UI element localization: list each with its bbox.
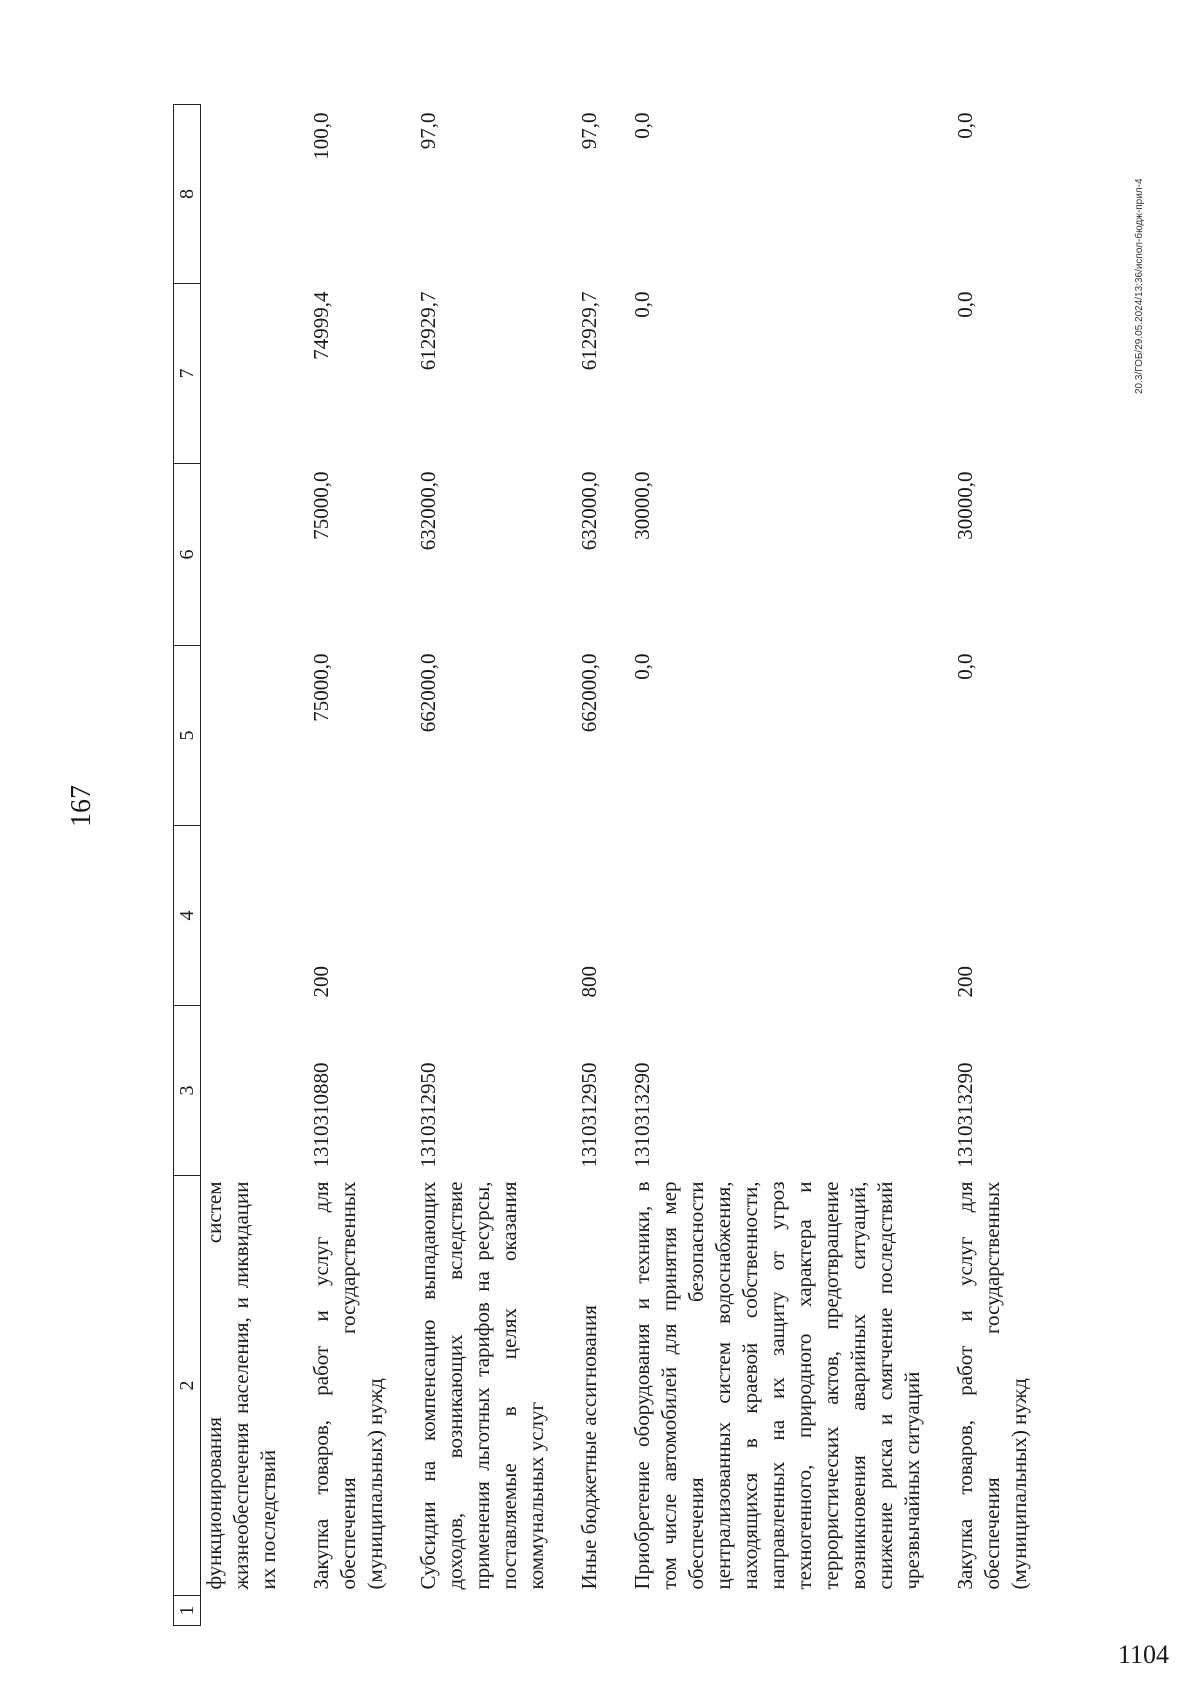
cell-type: 200	[953, 966, 977, 998]
header-col-7: 7	[174, 284, 201, 464]
sheet-number: 1104	[1118, 1640, 1170, 1669]
cell-planned	[201, 646, 309, 826]
cell-percent: 100,0	[309, 112, 333, 160]
cell-planned: 0,0	[953, 653, 977, 680]
cell-executed: 612929,7	[416, 291, 440, 371]
cell-num	[629, 1596, 952, 1626]
cell-adjusted: 30000,0	[630, 471, 654, 540]
cell-num	[952, 1596, 1059, 1626]
cell-percent	[201, 105, 309, 284]
header-col-4: 4	[174, 826, 201, 1006]
header-row	[174, 105, 201, 1626]
cell-planned: 0,0	[630, 653, 654, 680]
cell-description: Закупка товаров, работ и услуг для обеспечения государственных (муниципальных) нужд	[309, 1181, 387, 1590]
cell-code: 1310313290	[630, 1062, 654, 1168]
cell-description: функционирования систем жизнеобеспечения населения, и ликвидации их последствий	[202, 1181, 280, 1590]
cell-executed: 0,0	[630, 291, 654, 318]
cell-planned: 662000,0	[577, 653, 601, 733]
cell-adjusted: 75000,0	[309, 471, 333, 540]
table-row	[201, 105, 309, 1626]
header-col-6: 6	[174, 464, 201, 646]
table-row	[308, 105, 415, 1626]
cell-type	[201, 826, 309, 1006]
cell-type	[629, 826, 952, 1006]
header-col-3: 3	[174, 1006, 201, 1176]
cell-num	[415, 1596, 576, 1626]
header-col-2: 2	[174, 1176, 201, 1596]
cell-adjusted	[201, 464, 309, 646]
cell-executed: 74999,4	[309, 291, 333, 360]
cell-code: 1310313290	[953, 1062, 977, 1168]
cell-planned: 662000,0	[416, 653, 440, 733]
table-row	[576, 105, 629, 1626]
cell-code	[201, 1006, 309, 1176]
cell-percent: 0,0	[953, 112, 977, 139]
cell-executed	[201, 284, 309, 464]
header-col-8: 8	[174, 105, 201, 284]
cell-adjusted: 30000,0	[953, 471, 977, 540]
cell-percent: 97,0	[416, 112, 440, 150]
cell-num	[201, 1596, 309, 1626]
cell-type: 800	[577, 966, 601, 998]
table-row	[629, 105, 952, 1626]
budget-table-wrapper	[173, 105, 1059, 1626]
cell-description: Субсидии на компенсацию выпадающих доходов, возникающих вследствие применения льготных тарифов на ресурсы, поставляемые в целях оказания коммунальных услуг	[416, 1181, 548, 1590]
cell-type: 200	[309, 966, 333, 998]
cell-num	[576, 1596, 629, 1626]
cell-code: 1310312950	[577, 1062, 601, 1168]
cell-executed: 612929,7	[577, 291, 601, 371]
cell-percent: 0,0	[630, 112, 654, 139]
cell-executed: 0,0	[953, 291, 977, 318]
cell-planned: 75000,0	[309, 653, 333, 722]
cell-adjusted: 632000,0	[416, 471, 440, 551]
page-number: 167	[66, 785, 97, 827]
table-row	[415, 105, 576, 1626]
cell-percent: 97,0	[577, 112, 601, 150]
budget-table	[173, 104, 1059, 1626]
document-code: 20.3/ГОБ/29.05.2024/13:36/испол-бюдж-прил-4	[1134, 178, 1145, 394]
header-col-5: 5	[174, 646, 201, 826]
cell-description: Закупка товаров, работ и услуг для обеспечения государственных (муниципальных) нужд	[953, 1181, 1031, 1590]
table-row	[952, 105, 1059, 1626]
cell-description: Иные бюджетные ассигнования	[577, 1305, 601, 1590]
cell-adjusted: 632000,0	[577, 471, 601, 551]
cell-code: 1310310880	[309, 1062, 333, 1168]
cell-type	[415, 826, 576, 1006]
cell-num	[308, 1596, 415, 1626]
cell-description: Приобретение оборудования и техники, в том числе автомобилей для принятия мер обеспечения безопасности централизованных систем водоснабжения, находящихся в краевой собственности, направленных на их защиту от угроз техногенного, природного характера и террористических актов, предотвращение возникновения аварийных ситуаций, снижение риска и смягчение последствий чрезвычайных ситуаций	[630, 1181, 924, 1590]
header-col-1: 1	[174, 1596, 201, 1626]
cell-code: 1310312950	[416, 1062, 440, 1168]
